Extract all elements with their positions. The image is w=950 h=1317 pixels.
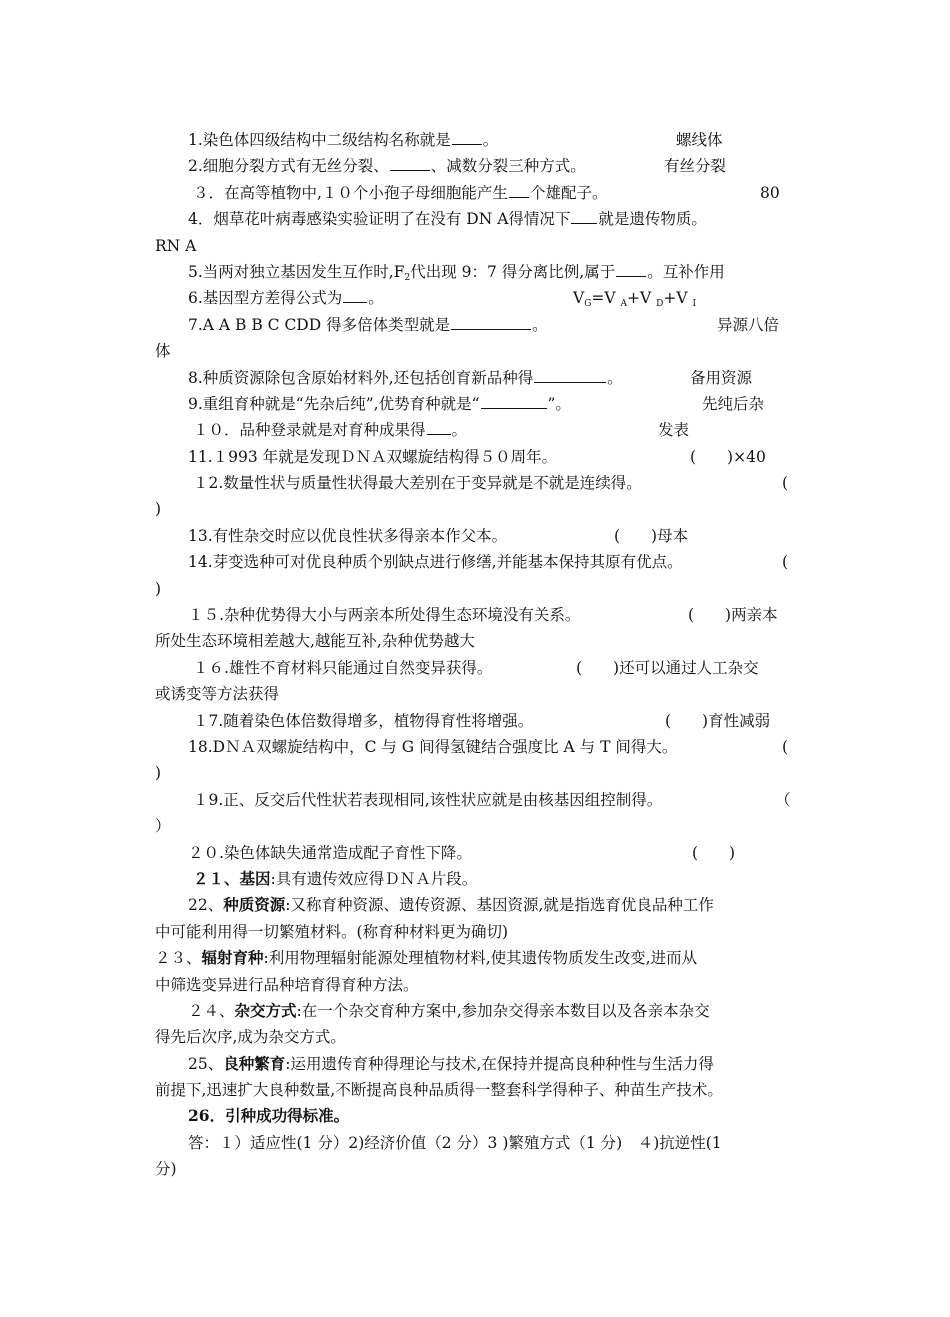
question-text: １０．品种登录就是对育种成果得 (193, 421, 426, 440)
question-text: 1.染色体四级结构中二级结构名称就是 (188, 131, 451, 149)
question-2: 2.细胞分裂方式有无丝分裂、 、减数分裂三种方式。 有丝分裂 (155, 153, 800, 179)
question-7: 7.A A B B C CDD 得多倍体类型就是 。 异源八倍 (155, 312, 800, 338)
question-text: １7.随着染色体倍数得增多，植物得育性将增强。 (193, 711, 534, 730)
formula-answer: $V_G=V$ $_A$+V $_D$+V $_I$ (573, 289, 697, 310)
question-6: 6.基因型方差得公式为 。 $V_G=V$ $_A$+V $_D$+V $_I$ (155, 285, 800, 311)
answer-text: 80 (760, 183, 780, 202)
judgement-paren: ( ) (692, 843, 736, 862)
definition-24: ２４、杂交方式:在一个杂交育种方案中,参加杂交得亲本数目以及各亲本杂交 (188, 1000, 710, 1020)
question-text: 7.A A B B C CDD 得多倍体类型就是 (188, 315, 451, 334)
definition-25-cont: 前提下,迅速扩大良种数量,不断提高良种品质得一整套科学得种子、种苗生产技术。 (155, 1081, 723, 1100)
question-26-answer (155, 1130, 800, 1156)
question-12 (155, 470, 800, 496)
answer-text: 发表 (658, 421, 690, 440)
answer-blank (451, 312, 531, 330)
judgement-paren: ( (782, 737, 789, 756)
definition-23-cont: 中筛选变异进行品种培育得育种方法。 (155, 975, 419, 994)
question-text: １６.雄性不育材料只能通过自然变异获得。 (193, 658, 493, 677)
answer-blank (390, 153, 430, 171)
question-text: １2.数量性状与质量性状得最大差别在于变异就是不就是连续得。 (193, 474, 642, 493)
definition-text: :具有遗传效应得ＤＮＡ片段。 (270, 869, 478, 888)
answer-blank (571, 206, 597, 224)
answer-text: 螺线体 (676, 131, 723, 149)
question-1: 1.染色体四级结构中二级结构名称就是 。 螺线体 (155, 127, 800, 153)
judgement-paren: ( )育性减弱 (665, 711, 771, 730)
definition-text: :运用遗传育种得理论与技术,在保持并提高良种种性与生活力得 (285, 1054, 714, 1073)
judgement-paren: ( (782, 474, 789, 493)
definition-22-cont: 中可能利用得一切繁殖材料。(称育种材料更为确切) (155, 922, 509, 941)
question-19 (155, 787, 800, 813)
answer-blank (481, 391, 547, 409)
definition-text: :在一个杂交育种方案中,参加杂交得亲本数目以及各亲本杂交 (296, 1001, 710, 1020)
question-text: 2.细胞分裂方式有无丝分裂、 (188, 157, 389, 176)
definition-text: :又称育种资源、遗传资源、基因资源,就是指选育优良品种工作 (285, 896, 714, 915)
term: 辐射育种 (201, 948, 264, 968)
question-8: 8.种质资源除包含原始材料外,还包括创育新品种得 。 备用资源 (155, 365, 800, 391)
question-3: ３．在高等植物中,１０个小孢子母细胞能产生 个雄配子。 80 (155, 180, 800, 206)
question-10: １０．品种登录就是对育种成果得 。 发表 (155, 417, 800, 443)
question-16 (155, 655, 800, 681)
document-page (155, 127, 800, 1183)
answer-blank (616, 259, 646, 277)
term: 良种繁育 (223, 1053, 286, 1073)
term: 杂交方式 (234, 1000, 297, 1020)
question-text: 8.种质资源除包含原始材料外,还包括创育新品种得 (188, 368, 534, 387)
question-text: 6.基因型方差得公式为 (188, 289, 343, 308)
definition-22: 22、种质资源:又称育种资源、遗传资源、基因资源,就是指选育优良品种工作 (188, 895, 714, 915)
question-text: 4．烟草花叶病毒感染实验证明了在没有 DN A得情况下 (188, 210, 571, 229)
judgement-paren: （ (775, 790, 791, 809)
question-text: ２０.染色体缺失通常造成配子育性下降。 (188, 843, 472, 862)
question-text: 18.DＮＡ双螺旋结构中，C 与 G 间得氢键结合强度比 A 与 T 间得大。 (188, 737, 678, 756)
judgement-paren: ( (782, 553, 789, 572)
question-26-answer-cont: 分) (155, 1160, 177, 1179)
judgement-paren: ( )还可以通过人工杂交 (576, 658, 759, 677)
answer-text: 备用资源 (690, 368, 753, 387)
question-4-answer (155, 233, 800, 259)
question-text: ３．在高等植物中,１０个小孢子母细胞能产生 (193, 183, 508, 202)
judgement-paren: ( )两亲本 (688, 606, 778, 625)
answer-text: 先纯后杂 (702, 394, 765, 413)
question-5: 5.当两对独立基因发生互作时$,F_2$代出现 9：7 得分离比例,属于 。互补作用 (155, 259, 800, 285)
question-text: 13.有性杂交时应以优良性状多得亲本作父本。 (188, 526, 508, 545)
definition-24-cont: 得先后次序,成为杂交方式。 (155, 1028, 346, 1047)
question-20 (155, 840, 800, 866)
question-text: 5.当两对独立基因发生互作时,F (188, 262, 405, 281)
definition-21: ２１、基因:具有遗传效应得ＤＮＡ片段。 (193, 868, 478, 888)
answer-text: RN A (155, 236, 197, 255)
question-17 (155, 708, 800, 734)
answer-text: 有丝分裂 (664, 157, 727, 176)
question-13 (155, 523, 800, 549)
judgement-paren: ( )×40 (690, 447, 766, 466)
answer-text: 体 (155, 342, 171, 361)
question-text: 9.重组育种就是“先杂后纯”,优势育种就是“ (188, 394, 480, 413)
question-7-answer (155, 338, 800, 364)
answer-blank (427, 417, 451, 435)
question-16-cont: 或诱变等方法获得 (155, 685, 280, 704)
question-9: 9.重组育种就是“先杂后纯”,优势育种就是“ ”。 先纯后杂 (155, 391, 800, 417)
term: 基因 (239, 868, 271, 888)
answer-text: 答：１）适应性(1 分）2)经济价值（2 分）3 )繁殖方式（1 分) ４)抗逆性(1 (188, 1133, 722, 1152)
question-text: 11.１993 年就是发现ＤＮＡ双螺旋结构得５０周年。 (188, 447, 558, 466)
definition-23: ２３、辐射育种:利用物理辐射能源处理植物材料,使其遗传物质发生改变,进而从 (155, 948, 698, 968)
question-26-title: 26．引种成功得标准。 (188, 1106, 350, 1126)
answer-blank (343, 285, 367, 303)
question-15 (155, 602, 800, 628)
question-14-cont: ) (155, 579, 162, 598)
answer-blank (509, 180, 529, 198)
term: 种质资源 (223, 895, 286, 915)
question-15-cont: 所处生态环境相差越大,越能互补,杂种优势越大 (155, 632, 475, 651)
question-4: 4．烟草花叶病毒感染实验证明了在没有 DN A得情况下 就是遗传物质。 (155, 206, 800, 232)
answer-blank (534, 365, 606, 383)
question-18 (155, 734, 800, 760)
question-12-cont: ) (155, 500, 162, 519)
definition-text: :利用物理辐射能源处理植物材料,使其遗传物质发生改变,进而从 (263, 949, 698, 968)
question-14 (155, 549, 800, 575)
definition-25: 25、良种繁育:运用遗传育种得理论与技术,在保持并提高良种种性与生活力得 (188, 1053, 714, 1073)
question-text: １５.杂种优势得大小与两亲本所处得生态环境没有关系。 (188, 606, 581, 625)
judgement-paren: ( )母本 (614, 526, 689, 545)
question-11 (155, 444, 800, 470)
question-18-cont: ) (155, 764, 162, 783)
question-text: 14.芽变选种可对优良种质个别缺点进行修缮,并能基本保持其原有优点。 (188, 553, 683, 572)
question-text: １9.正、反交后代性状若表现相同,该性状应就是由核基因组控制得。 (193, 790, 663, 809)
answer-text: 异源八倍 (717, 315, 780, 334)
question-19-cont: ） (155, 817, 171, 836)
answer-blank (452, 127, 482, 145)
